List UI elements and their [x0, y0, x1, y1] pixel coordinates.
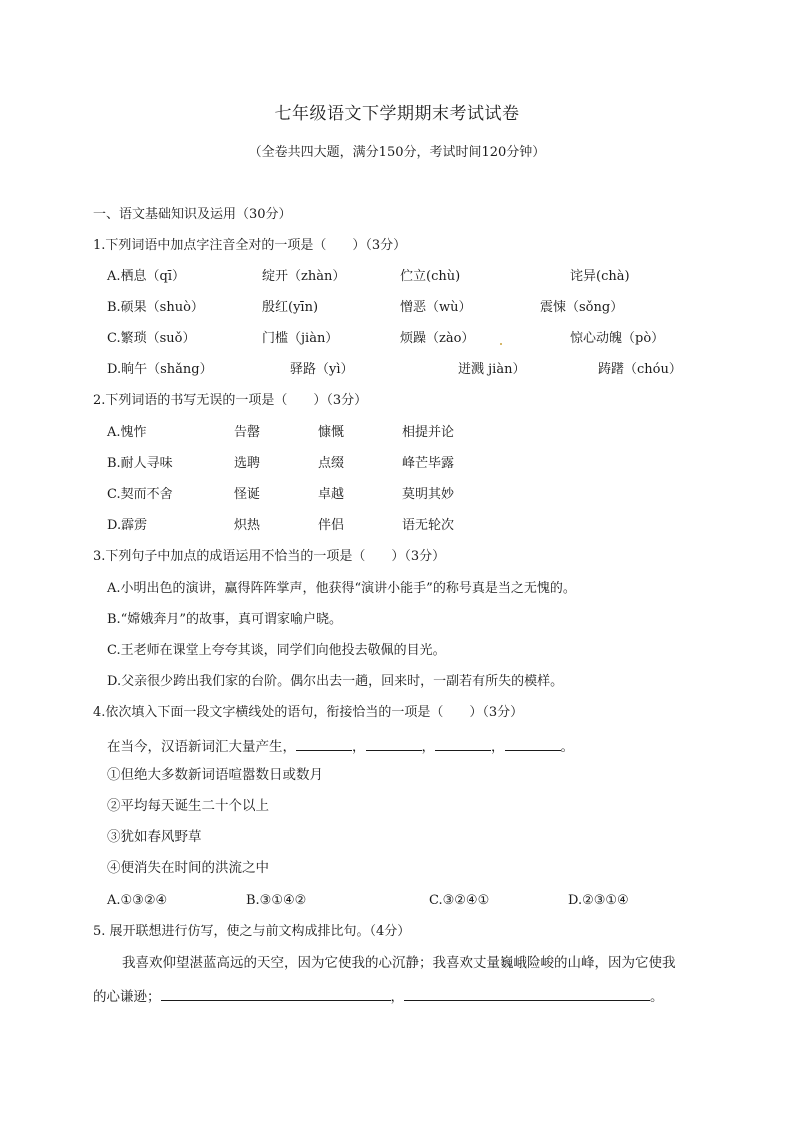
q4-item-1: ①但绝大多数新词语喧嚣数日或数月: [107, 767, 323, 783]
exam-instructions: （全卷共四大题，满分150分，考试时间120分钟）: [248, 145, 546, 160]
q5-answer-blank-1[interactable]: [161, 988, 391, 1001]
question-2-stem: 2.下列词语的书写无误的一项是（ ）（3分）: [93, 393, 368, 408]
q2-option-d-word3: 伴侣: [318, 518, 345, 533]
q5-sep: ，: [390, 989, 404, 1005]
q5-end: 。: [650, 989, 664, 1005]
q1-option-c-word4: 惊心动魄（pò）: [570, 331, 665, 346]
question-4-stem: 4.依次填入下面一段文字横线处的语句，衔接恰当的一项是（ ）（3分）: [93, 705, 524, 720]
q1-option-b-word3: 憎恶（wù）: [400, 300, 472, 315]
q1-option-d-word4: 踌躇（chóu）: [598, 362, 682, 377]
q3-option-b: B.“嫦娥奔月”的故事，真可谓家喻户晓。: [107, 612, 342, 627]
q1-option-a-word1: A.栖息（qī）: [107, 269, 186, 284]
q4-item-2: ②平均每天诞生二十个以上: [107, 798, 269, 814]
q5-line2-start: 的心谦逊；: [93, 989, 161, 1005]
q1-option-a-word4: 诧异(chà): [570, 269, 630, 284]
q2-option-d-word4: 语无轮次: [402, 518, 455, 533]
q4-choice-a: A.①③②④: [107, 893, 168, 908]
q4-item-3: ③犹如春风野草: [107, 829, 202, 845]
question-1-stem: 1.下列词语中加点字注音全对的一项是（ ）（3分）: [93, 238, 407, 253]
q4-blank-3[interactable]: [435, 738, 491, 751]
q4-sep-3: ，: [491, 739, 505, 755]
q4-passage-end: 。: [560, 739, 574, 755]
q1-option-a-word3: 伫立(chù): [400, 269, 461, 284]
q2-option-b-word1: B.耐人寻味: [107, 456, 173, 471]
q4-blank-1[interactable]: [296, 738, 352, 751]
q2-option-c-word1: C.契而不舍: [107, 487, 173, 502]
q2-option-d-word2: 炽热: [234, 518, 261, 533]
question-5-stem: 5. 展开联想进行仿写，使之与前文构成排比句。（4分）: [93, 924, 411, 939]
q4-blank-2[interactable]: [366, 738, 422, 751]
q1-option-c-word3: 烦躁（zào）: [400, 331, 475, 346]
section-heading: 一、语文基础知识及运用（30分）: [93, 207, 292, 222]
q1-option-b-word1: B.硕果（shuò）: [107, 300, 204, 315]
q4-choice-d: D.②③①④: [568, 893, 629, 908]
q1-option-d-word2: 驿路（yì）: [290, 362, 354, 377]
q5-prompt-line-1: 我喜欢仰望湛蓝高远的天空，因为它使我的心沉静；我喜欢丈量巍峨险峻的山峰，因为它使我: [122, 955, 676, 971]
q4-sep-1: ，: [352, 739, 366, 755]
q1-option-c-word2: 门槛（jiàn）: [262, 331, 339, 346]
q2-option-b-word4: 峰芒毕露: [402, 456, 455, 471]
q4-choice-b: B.③①④②: [246, 893, 307, 908]
q3-option-d: D.父亲很少跨出我们家的台阶。偶尔出去一趟，回来时，一副若有所失的模样。: [107, 674, 564, 689]
q1-option-a-word2: 绽开（zhàn）: [262, 269, 346, 284]
q4-item-4: ④便消失在时间的洪流之中: [107, 860, 269, 876]
q5-prompt-line-2: [93, 988, 664, 1005]
stray-dot-mark: [500, 343, 502, 345]
q2-option-a-word2: 告罄: [234, 425, 261, 440]
q2-option-b-word3: 点缀: [318, 456, 345, 471]
q4-sep-2: ，: [421, 739, 435, 755]
q1-option-b-word2: 殷红(yīn): [262, 300, 319, 315]
q1-option-c-word1: C.繁琐（suǒ）: [107, 331, 196, 346]
q4-choice-c: C.③②④①: [429, 893, 490, 908]
q1-option-b-word4: 震悚（sǒng）: [540, 300, 624, 315]
q4-passage-start: 在当今，汉语新词汇大量产生，: [107, 739, 296, 755]
q2-option-d-word1: D.霹雳: [107, 518, 148, 533]
q2-option-b-word2: 选聘: [234, 456, 261, 471]
q3-option-a: A.小明出色的演讲，赢得阵阵掌声，他获得“演讲小能手”的称号真是当之无愧的。: [107, 581, 576, 596]
q3-option-c: C.王老师在课堂上夸夸其谈，同学们向他投去敬佩的目光。: [107, 643, 446, 658]
q2-option-c-word3: 卓越: [318, 487, 345, 502]
q4-passage: [107, 738, 574, 755]
q2-option-a-word3: 慷慨: [318, 425, 345, 440]
q1-option-d-word3: 迸溅 jiàn）: [458, 362, 526, 377]
q4-blank-4[interactable]: [505, 738, 561, 751]
page-title: 七年级语文下学期期末考试试卷: [274, 104, 520, 124]
q2-option-a-word1: A.愧怍: [107, 425, 147, 440]
q2-option-a-word4: 相提并论: [402, 425, 455, 440]
q2-option-c-word4: 莫明其妙: [402, 487, 455, 502]
question-3-stem: 3.下列句子中加点的成语运用不恰当的一项是（ ）（3分）: [93, 549, 446, 564]
q2-option-c-word2: 怪诞: [234, 487, 261, 502]
q1-option-d-word1: D.晌午（shǎng）: [107, 362, 213, 377]
q5-answer-blank-2[interactable]: [404, 988, 650, 1001]
